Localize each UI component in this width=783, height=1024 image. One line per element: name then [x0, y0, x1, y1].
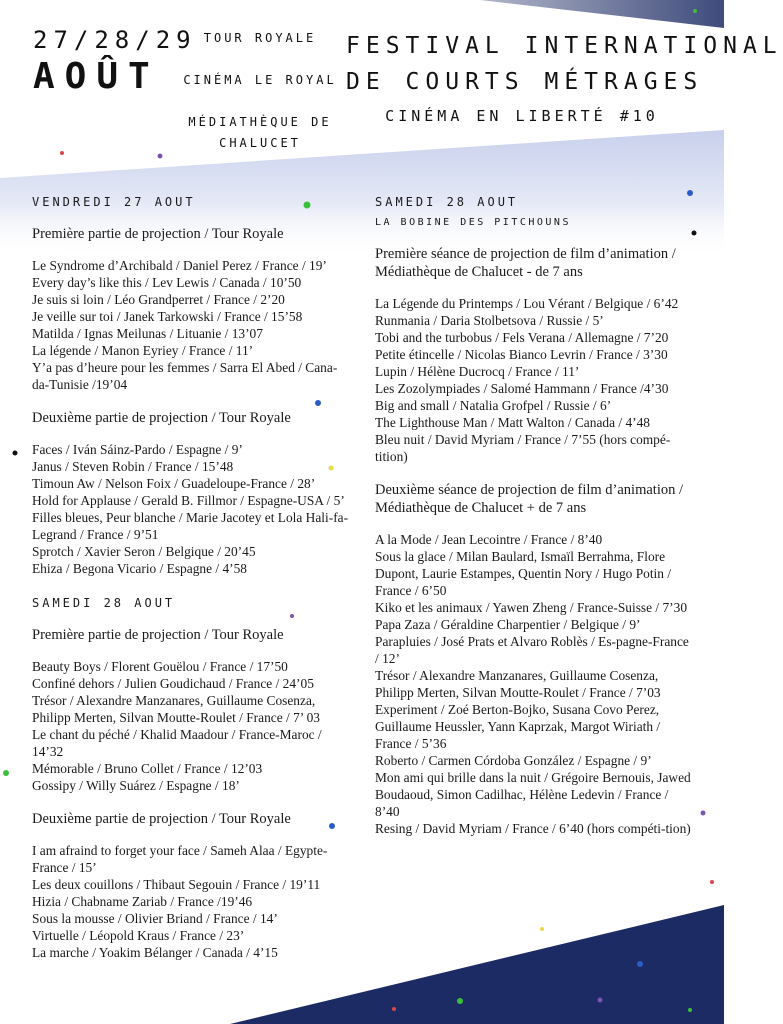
film-item: Le Syndrome d’Archibald / Daniel Perez / France / 19’	[32, 258, 327, 273]
session-heading: Première partie de projection / Tour Royale	[32, 226, 284, 242]
film-item: Confiné dehors / Julien Goudichaud / France / 24’05	[32, 676, 314, 691]
festival-title-line1: FESTIVAL INTERNATIONAL	[346, 33, 783, 59]
festival-title-line2: DE COURTS MÉTRAGES	[346, 69, 704, 95]
venue-item: CHALUCET	[219, 136, 301, 150]
film-item: Lupin / Hélène Ducrocq / France / 11’	[375, 364, 580, 379]
venue-item: MÉDIATHÈQUE DE	[188, 115, 332, 129]
film-item: Mon ami qui brille dans la nuit / Grégoire Bernouis, Jawed Boudaoud, Simon Cadilhac, Hélène Ledevin / France / 8’40	[375, 770, 691, 819]
film-list	[32, 257, 350, 393]
venue-list	[170, 28, 350, 154]
film-item: A la Mode / Jean Lecointre / France / 8’40	[375, 532, 603, 547]
film-item: Sous la mousse / Olivier Briand / France / 14’	[32, 911, 278, 926]
day-title: SAMEDI 28 AOUT	[375, 195, 519, 209]
top-right-triangle	[480, 0, 724, 28]
film-item: Matilda / Ignas Meilunas / Lituanie / 13’07	[32, 326, 263, 341]
session-heading: Deuxième séance de projection de film d’animation / Médiathèque de Chalucet + de 7 ans	[375, 482, 684, 516]
film-item: Le chant du péché / Khalid Maadour / France-Maroc / 14’32	[32, 727, 322, 759]
film-item: Y’a pas d’heure pour les femmes / Sarra El Abed / Cana-da-Tunisie /19’04	[32, 360, 338, 392]
session-heading: Deuxième partie de projection / Tour Royale	[32, 410, 291, 426]
film-item: Je suis si loin / Léo Grandperret / France / 2’20	[32, 292, 285, 307]
day-friday	[32, 194, 350, 577]
film-item: Petite étincelle / Nicolas Bianco Levrin / France / 3’30	[375, 347, 668, 362]
film-item: Timoun Aw / Nelson Foix / Guadeloupe-France / 28’	[32, 476, 316, 491]
film-item: Beauty Boys / Florent Gouëlou / France / 17’50	[32, 659, 288, 674]
film-item: Kiko et les animaux / Yawen Zheng / France-Suisse / 7’30	[375, 600, 688, 615]
festival-edition: CINÉMA EN LIBERTÉ #10	[385, 107, 659, 125]
left-program-column	[32, 194, 350, 961]
film-item: Filles bleues, Peur blanche / Marie Jacotey et Lola Hali-fa-Legrand / France / 9’51	[32, 510, 349, 542]
film-item: Parapluies / José Prats et Alvaro Roblès / Es-pagne-France / 12’	[375, 634, 689, 666]
film-item: Every day’s like this / Lev Lewis / Canada / 10’50	[32, 275, 302, 290]
session-heading: Première partie de projection / Tour Royale	[32, 627, 284, 643]
film-item: Ehiza / Begona Vicario / Espagne / 4’58	[32, 561, 247, 576]
film-item: Janus / Steven Robin / France / 15’48	[32, 459, 234, 474]
venue-item: CINÉMA LE ROYAL	[183, 73, 337, 87]
session-heading: Deuxième partie de projection / Tour Royale	[32, 811, 291, 827]
film-item: Trésor / Alexandre Manzanares, Guillaume Cosenza, Philipp Merten, Silvan Moutte-Roulet / France / 7’03	[375, 668, 661, 700]
film-list	[32, 658, 350, 794]
film-item: Sprotch / Xavier Seron / Belgique / 20’45	[32, 544, 256, 559]
festival-dates: 27/28/29	[33, 26, 197, 54]
festival-month: AOÛT	[33, 56, 160, 97]
film-list	[375, 531, 693, 837]
film-item: Sous la glace / Milan Baulard, Ismaïl Berrahma, Flore Dupont, Laurie Estampes, Quentin Nory / Hugo Potin / France / 6’50	[375, 549, 672, 598]
film-item: I am afraind to forget your face / Sameh Alaa / Egypte-France / 15’	[32, 843, 328, 875]
film-item: Virtuelle / Léopold Kraus / France / 23’	[32, 928, 245, 943]
film-item: Les deux couillons / Thibaut Segouin / France / 19’11	[32, 877, 321, 892]
film-item: Mémorable / Bruno Collet / France / 12’03	[32, 761, 263, 776]
film-item: Experiment / Zoé Berton-Bojko, Susana Covo Perez, Guillaume Heussler, Yann Kaprzak, Margot Wiriath / France / 5’36	[375, 702, 661, 751]
film-item: The Lighthouse Man / Matt Walton / Canada / 4’48	[375, 415, 650, 430]
film-item: Papa Zaza / Géraldine Charpentier / Belgique / 9’	[375, 617, 641, 632]
film-list	[32, 842, 350, 961]
day-title: SAMEDI 28 AOUT	[32, 596, 176, 610]
film-item: Faces / Iván Sáinz-Pardo / Espagne / 9’	[32, 442, 243, 457]
film-item: Les Zozolympiades / Salomé Hammann / France /4’30	[375, 381, 669, 396]
film-item: Roberto / Carmen Córdoba González / Espagne / 9’	[375, 753, 652, 768]
film-item: Hizia / Chabname Zariab / France /19’46	[32, 894, 253, 909]
film-item: Gossipy / Willy Suárez / Espagne / 18’	[32, 778, 240, 793]
film-item: Tobi and the turbobus / Fels Verana / Allemagne / 7’20	[375, 330, 669, 345]
festival-title	[346, 28, 783, 128]
film-item: La Légende du Printemps / Lou Vérant / Belgique / 6’42	[375, 296, 679, 311]
film-item: Bleu nuit / David Myriam / France / 7’55 (hors compé-tition)	[375, 432, 671, 464]
day-title: VENDREDI 27 AOUT	[32, 195, 196, 209]
film-item: Runmania / Daria Stolbetsova / Russie / 5’	[375, 313, 604, 328]
film-list	[32, 441, 350, 577]
session-heading: Première séance de projection de film d’animation / Médiathèque de Chalucet - de 7 ans	[375, 246, 676, 280]
day-saturday	[32, 595, 350, 961]
film-item: La marche / Yoakim Bélanger / Canada / 4’15	[32, 945, 278, 960]
film-item: Trésor / Alexandre Manzanares, Guillaume Cosenza, Philipp Merten, Silvan Moutte-Roulet / France / 7’ 03	[32, 693, 320, 725]
film-list	[375, 295, 693, 465]
film-item: Hold for Applause / Gerald B. Fillmor / Espagne-USA / 5’	[32, 493, 345, 508]
film-item: Big and small / Natalia Grofpel / Russie / 6’	[375, 398, 612, 413]
program-subtitle: LA BOBINE DES PITCHOUNS	[375, 217, 571, 228]
right-program-column	[375, 194, 693, 837]
film-item: La légende / Manon Eyriey / France / 11’	[32, 343, 254, 358]
film-item: Je veille sur toi / Janek Tarkowski / France / 15’58	[32, 309, 303, 324]
film-item: Resing / David Myriam / France / 6’40 (hors compéti-tion)	[375, 821, 691, 836]
venue-item: TOUR ROYALE	[203, 31, 317, 45]
